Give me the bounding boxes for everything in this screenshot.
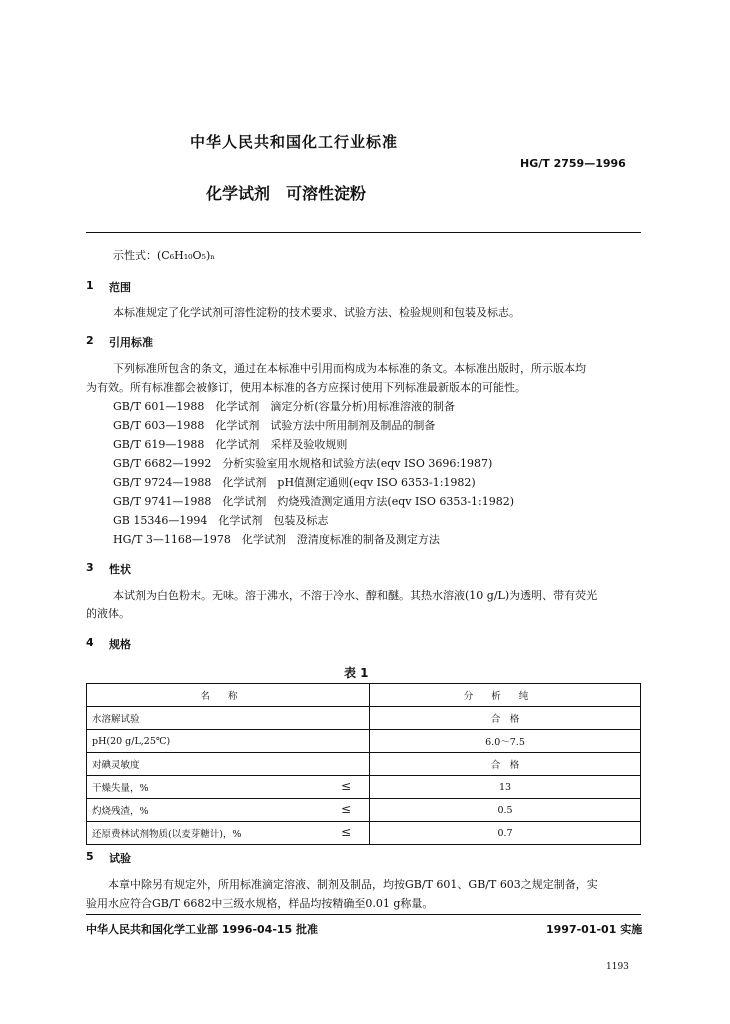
item-name: 对碘灵敏度: [92, 760, 140, 771]
item-name-cell: [87, 730, 370, 753]
item-name-cell: [87, 776, 370, 799]
reference-item: GB/T 6682—1992 分析实验室用水规格和试验方法(eqv ISO 3696:1987): [113, 457, 493, 470]
page-number: 1193: [606, 962, 629, 972]
item-value: 合 格: [370, 707, 641, 730]
reference-item: HG/T 3—1168—1978 化学试剂 澄清度标准的制备及测定方法: [113, 533, 440, 546]
section-3-title: 性状: [109, 563, 131, 576]
item-value: 合 格: [370, 753, 641, 776]
section-1-text: 本标准规定了化学试剂可溶性淀粉的技术要求、试验方法、检验规则和包装及标志。: [113, 306, 520, 319]
table-row: [87, 730, 641, 753]
effective-date: 1997-01-01 实施: [546, 923, 643, 936]
item-name-cell: [87, 707, 370, 730]
comparison-symbol: ≤: [340, 779, 351, 793]
section-5-text-line1: 本章中除另有规定外，所用标准滴定溶液、制剂及制品，均按GB/T 601、GB/T 603之规定制备，实: [108, 878, 598, 891]
table-row: [87, 753, 641, 776]
section-3-text-line2: 的液体。: [86, 607, 130, 620]
section-5-text-line2: 验用水应符合GB/T 6682中三级水规格，样品均按精确至0.01 g称量。: [86, 897, 434, 910]
item-name-cell: [87, 753, 370, 776]
reference-item: GB 15346—1994 化学试剂 包装及标志: [113, 514, 329, 527]
comparison-symbol: ≤: [340, 825, 351, 839]
column-header-value: 分析纯: [370, 684, 641, 707]
table-row: [87, 776, 641, 799]
item-value: 0.5: [370, 799, 641, 822]
section-3-number: 3: [86, 561, 94, 574]
specification-table: [86, 683, 641, 845]
standard-code: HG/T 2759—1996: [520, 157, 626, 170]
standard-authority: 中华人民共和国化工行业标准: [190, 133, 399, 151]
table-header-row: [87, 684, 641, 707]
comparison-symbol: ≤: [340, 802, 351, 816]
item-name: 灼烧残渣，%: [92, 806, 149, 817]
section-2-intro-line1: 下列标准所包含的条文，通过在本标准中引用而构成为本标准的条文。本标准出版时，所示版本均: [113, 362, 586, 375]
reference-item: GB/T 603—1988 化学试剂 试验方法中所用制剂及制品的制备: [113, 419, 436, 432]
reference-item: GB/T 619—1988 化学试剂 采样及验收规则: [113, 438, 348, 451]
footer-divider: [86, 914, 641, 915]
item-name: pH(20 g/L,25℃): [92, 735, 171, 747]
reference-item: GB/T 9741—1988 化学试剂 灼烧残渣测定通用方法(eqv ISO 6353-1:1982): [113, 495, 515, 508]
item-value: 0.7: [370, 822, 641, 845]
item-name: 还原费林试剂物质(以麦芽糖计)，%: [92, 829, 242, 840]
section-5-title: 试验: [109, 852, 131, 865]
item-value: 6.0～7.5: [370, 730, 641, 753]
section-2-title: 引用标准: [109, 336, 153, 349]
table-row: [87, 707, 641, 730]
item-value: 13: [370, 776, 641, 799]
table-row: [87, 799, 641, 822]
item-name-cell: [87, 799, 370, 822]
reference-item: GB/T 601—1988 化学试剂 滴定分析(容量分析)用标准溶液的制备: [113, 400, 455, 413]
document-title: 化学试剂 可溶性淀粉: [206, 184, 367, 203]
table-caption: 表 1: [344, 666, 369, 680]
section-1-number: 1: [86, 279, 94, 292]
table-row: [87, 822, 641, 845]
item-name-cell: [87, 822, 370, 845]
section-2-number: 2: [86, 334, 94, 347]
header-divider: [86, 232, 641, 233]
reference-item: GB/T 9724—1988 化学试剂 pH值测定通则(eqv ISO 6353-1:1982): [113, 476, 476, 489]
column-header-name: 名称: [87, 684, 370, 707]
section-2-intro-line2: 为有效。所有标准都会被修订，使用本标准的各方应探讨使用下列标准最新版本的可能性。: [86, 381, 526, 394]
section-3-text-line1: 本试剂为白色粉末。无味。溶于沸水，不溶于冷水、醇和醚。其热水溶液(10 g/L)为透明、带有荧光: [113, 589, 598, 602]
issuer-line: 中华人民共和国化学工业部 1996-04-15 批准: [86, 923, 319, 936]
item-name: 水溶解试验: [92, 714, 140, 725]
section-5-number: 5: [86, 850, 94, 863]
formula: 示性式：(C₆H₁₀O₅)ₙ: [113, 249, 216, 262]
section-4-title: 规格: [109, 638, 131, 651]
section-1-title: 范围: [109, 281, 131, 294]
section-4-number: 4: [86, 636, 94, 649]
item-name: 干燥失量，%: [92, 783, 149, 794]
